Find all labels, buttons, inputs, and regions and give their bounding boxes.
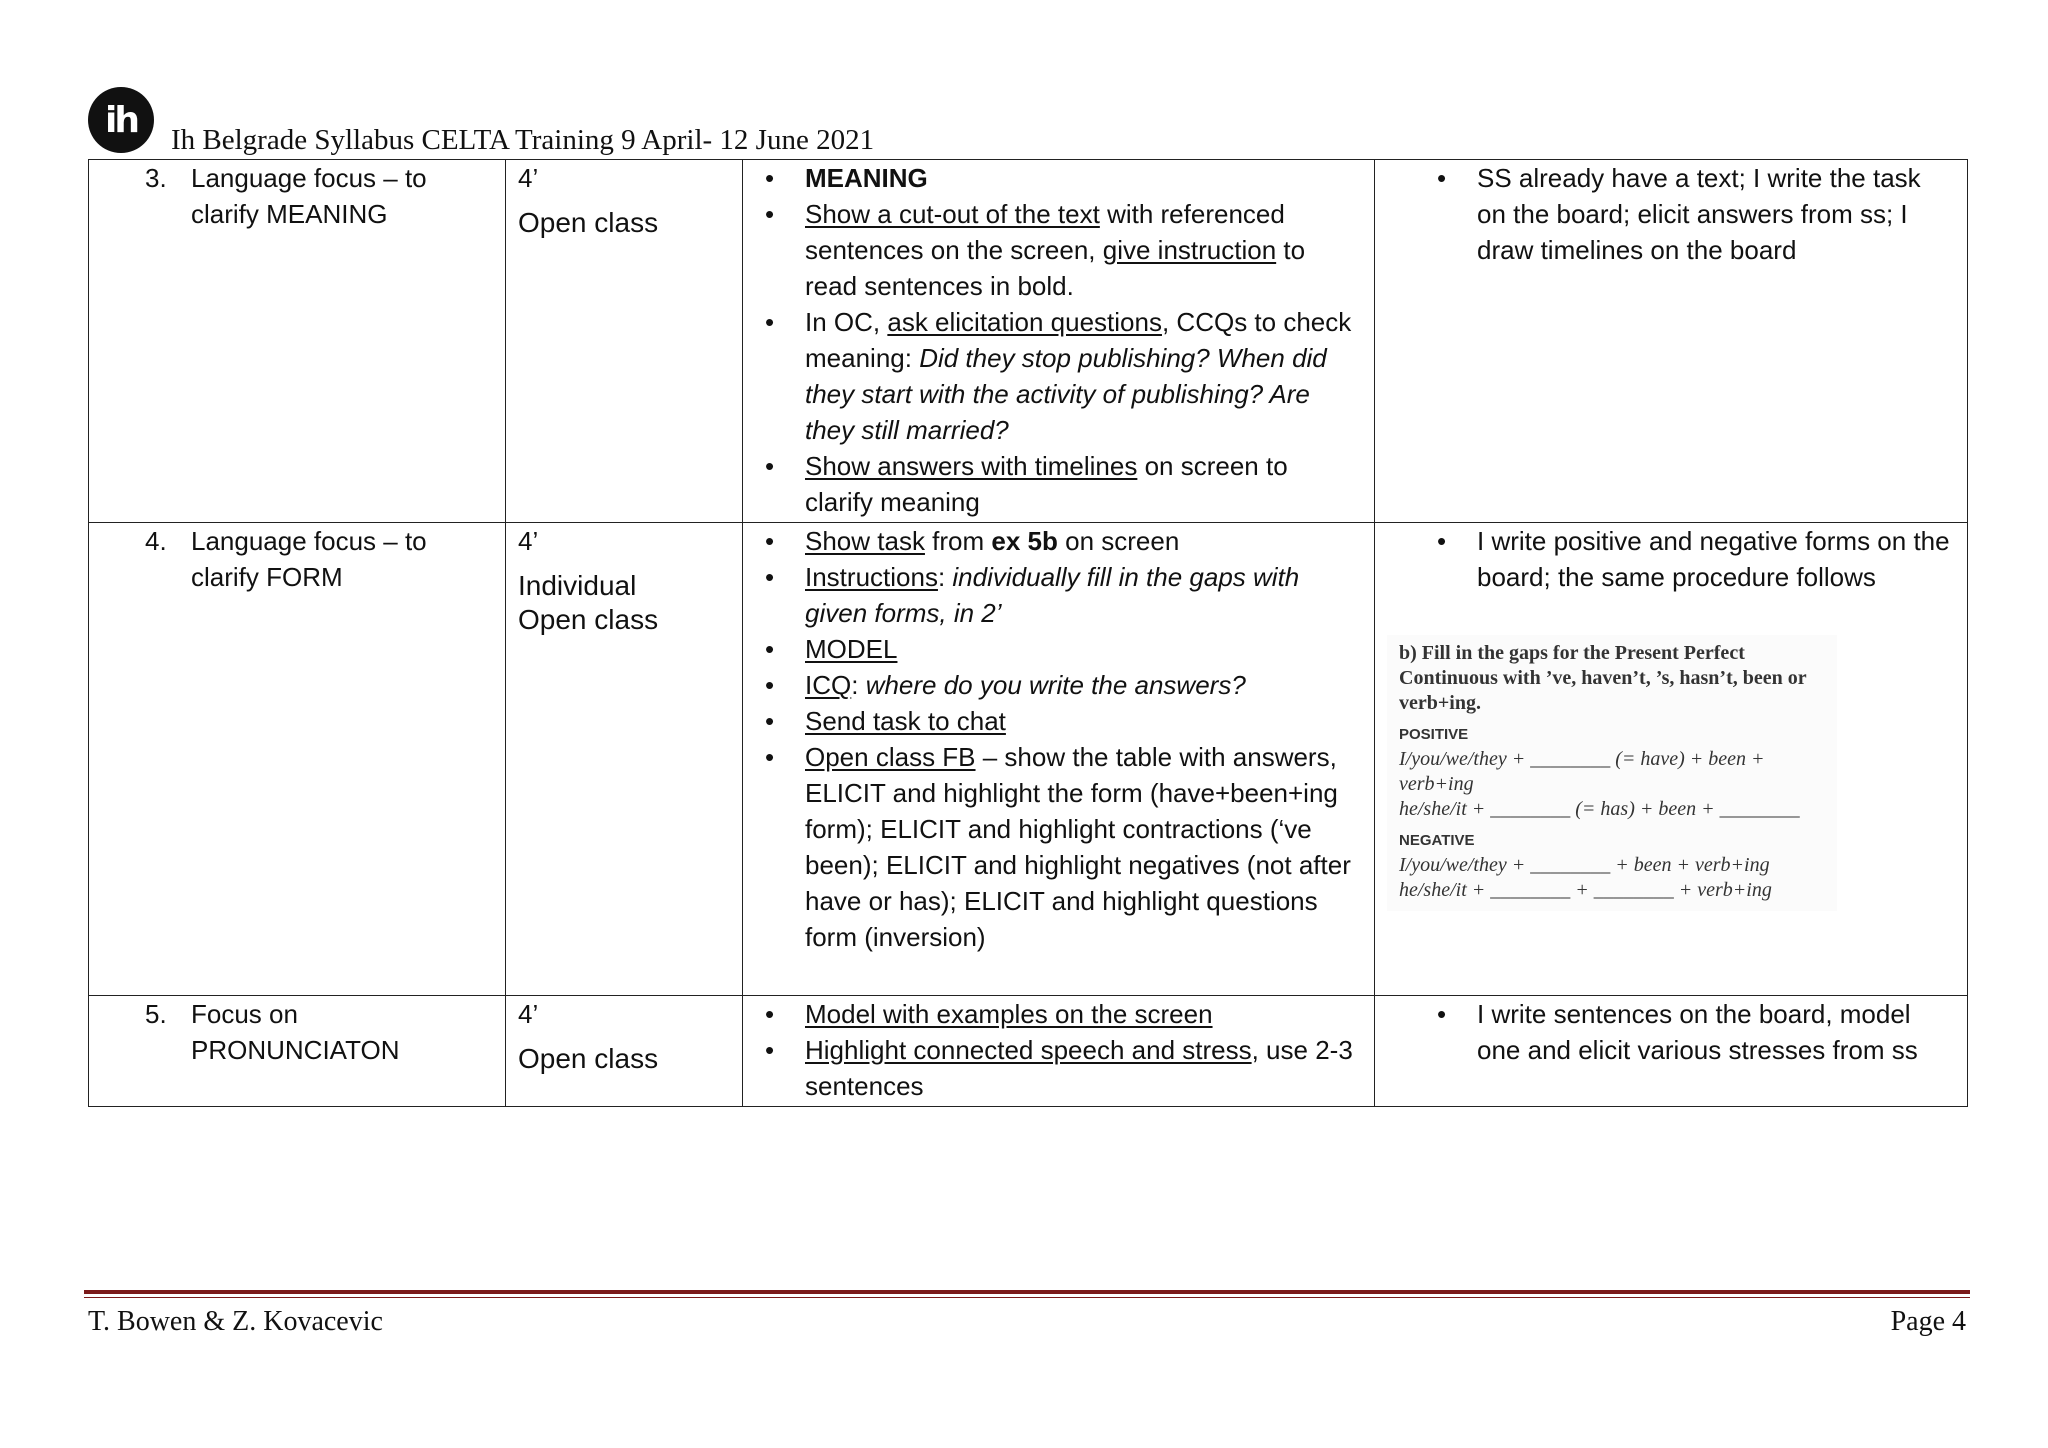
interaction-mode: Individual (518, 570, 637, 601)
stage-name-line: PRONUNCIATON (191, 1035, 400, 1065)
exercise-image (1387, 635, 1837, 911)
exercise-heading: b) Fill in the gaps for the Present Perfect Continuous with ’ve, haven’t, ’s, hasn’t, been or verb+ing. (1399, 642, 1807, 714)
exercise-line: I/you/we/they + ________ (= have) + been + verb+ing (1399, 748, 1765, 795)
list-item: • I write positive and negative forms on the board; the same procedure follows (1477, 523, 1955, 595)
stage-number: 5. (145, 999, 167, 1029)
table-row (89, 996, 1968, 1107)
list-item: • Instructions: individually fill in the gaps with given forms, in 2’ (805, 559, 1362, 631)
notes-cell (1375, 160, 1968, 523)
list-item: • Show task from ex 5b on screen (805, 523, 1362, 559)
stage-cell (89, 996, 506, 1107)
list-item: • I write sentences on the board, model one and elicit various stresses from ss (1477, 996, 1955, 1068)
footer-divider (84, 1297, 1970, 1298)
footer-authors: T. Bowen & Z. Kovacevic (88, 1306, 383, 1337)
stage-number: 4. (145, 526, 167, 556)
notes-cell (1375, 996, 1968, 1107)
list-item: • MODEL (805, 631, 1362, 667)
exercise-line: he/she/it + ________ (= has) + been + ________ (1399, 798, 1800, 820)
list-item: • Show a cut-out of the text with referenced sentences on the screen, give instruction to read sentences in bold. (805, 196, 1362, 304)
procedure-cell (743, 523, 1375, 996)
procedure-cell (743, 160, 1375, 523)
time-cell (506, 996, 743, 1107)
lesson-plan-table (88, 159, 1968, 1107)
interaction-mode: Open class (518, 207, 659, 238)
list-item: • SS already have a text; I write the task on the board; elicit answers from ss; I draw timelines on the board (1477, 160, 1955, 268)
stage-name-line: Language focus – to (191, 526, 427, 556)
stage-name-line: Focus on (191, 999, 298, 1029)
list-item: • MEANING (805, 160, 1362, 196)
list-item: • ICQ: where do you write the answers? (805, 667, 1362, 703)
stage-name-line: Language focus – to (191, 163, 427, 193)
interaction-mode: Open class (518, 604, 659, 635)
time-cell (506, 160, 743, 523)
notes-cell (1375, 523, 1968, 996)
stage-cell (89, 160, 506, 523)
stage-time: 4’ (518, 526, 539, 556)
footer-divider (84, 1290, 1970, 1294)
page-header-title: Ih Belgrade Syllabus CELTA Training 9 April- 12 June 2021 (171, 124, 875, 156)
stage-time: 4’ (518, 163, 539, 193)
logo-text: ih (105, 99, 137, 141)
interaction-mode: Open class (518, 1043, 659, 1074)
ih-logo (88, 87, 154, 153)
exercise-label: POSITIVE (1399, 726, 1469, 743)
list-item: • Model with examples on the screen (805, 996, 1362, 1032)
exercise-line: I/you/we/they + ________ + been + verb+ing (1399, 854, 1770, 876)
page-number: Page 4 (1890, 1306, 1966, 1337)
list-item: • Highlight connected speech and stress, use 2-3 sentences (805, 1032, 1362, 1104)
exercise-label: NEGATIVE (1399, 832, 1475, 849)
procedure-cell (743, 996, 1375, 1107)
table-row (89, 160, 1968, 523)
list-item: • In OC, ask elicitation questions, CCQs to check meaning: Did they stop publishing? When did they start with the activity of publishing? Are they still married? (805, 304, 1362, 448)
stage-number: 3. (145, 163, 167, 193)
time-cell (506, 523, 743, 996)
stage-name-line: clarify MEANING (191, 199, 388, 229)
exercise-line: he/she/it + ________ + ________ + verb+ing (1399, 879, 1772, 901)
list-item: • Show answers with timelines on screen to clarify meaning (805, 448, 1362, 520)
stage-time: 4’ (518, 999, 539, 1029)
stage-cell (89, 523, 506, 996)
list-item: • Send task to chat (805, 703, 1362, 739)
table-row (89, 523, 1968, 996)
list-item: • Open class FB – show the table with answers, ELICIT and highlight the form (have+been+ing form); ELICIT and highlight contractions (‘ve been); ELICIT and highlight negatives (not after have or has); ELICIT and highlight questions form (inversion) (805, 739, 1362, 955)
stage-name-line: clarify FORM (191, 562, 343, 592)
